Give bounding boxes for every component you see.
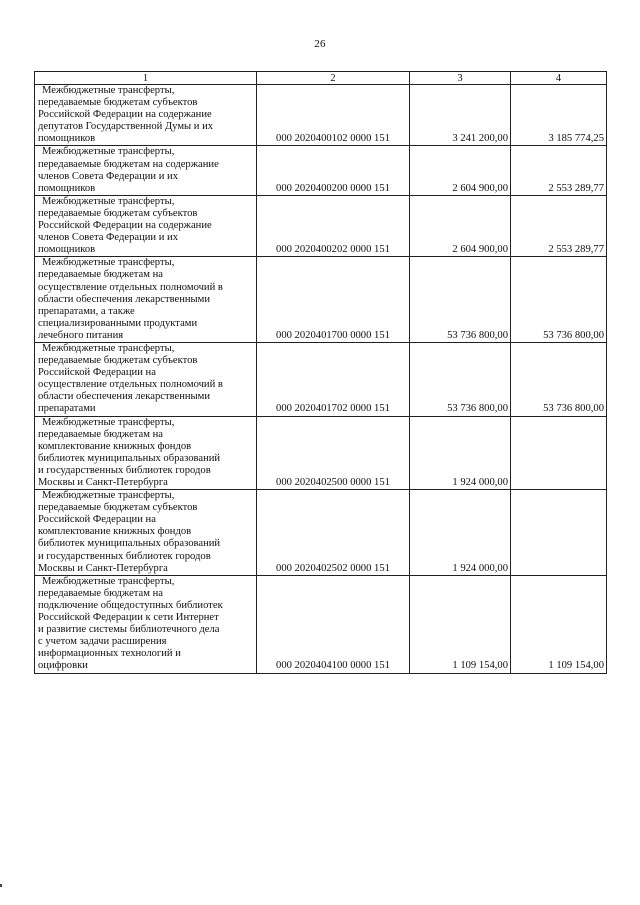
budget-code-cell: 000 2020400200 0000 151 [257,146,410,195]
transfer-name-line: комплектование книжных фондов [38,526,192,538]
transfer-name-line: области обеспечения лекарственными [38,293,211,305]
amount-plan-cell: 1 924 000,00 [410,490,511,576]
amount-plan-cell: 1 924 000,00 [410,416,511,490]
transfer-name-line: и государственных библиотек городов [38,464,211,476]
transfer-name-line: библиотек муниципальных образований [38,452,221,464]
transfer-name-cell [35,257,257,343]
amount-executed-cell: 1 109 154,00 [511,575,607,673]
scan-edge-mark [0,884,2,887]
transfer-name-line: и государственных библиотек городов [38,550,211,562]
column-header-4: 4 [511,72,607,85]
amount-executed-cell: 53 736 800,00 [511,257,607,343]
transfer-name-line: и развитие системы библиотечного дела [38,624,220,636]
transfer-name-line: осуществление отдельных полномочий в [38,379,223,391]
transfer-name-line: передаваемые бюджетам на содержание [38,158,219,170]
transfer-name-line: Межбюджетные трансферты, [42,85,175,96]
transfer-name-cell [35,575,257,673]
column-header-3: 3 [410,72,511,85]
budget-code-cell: 000 2020400102 0000 151 [257,85,410,146]
budget-code-cell: 000 2020400202 0000 151 [257,195,410,256]
transfer-name-line: Российской Федерации на [38,367,156,379]
table-row [35,146,607,195]
transfer-name-cell [35,85,257,146]
transfer-name-line: информационных технологий и [38,648,181,660]
amount-plan-cell: 53 736 800,00 [410,257,511,343]
transfer-name-line: подключение общедоступных библиотек [38,599,223,611]
table-row [35,575,607,673]
table-row [35,257,607,343]
transfer-name-cell [35,342,257,416]
transfer-name-line: Межбюджетные трансферты, [42,490,175,502]
transfer-name-cell [35,195,257,256]
page-number: 26 [314,38,326,50]
budget-code-cell: 000 2020402502 0000 151 [257,490,410,576]
amount-executed-cell: 2 553 289,77 [511,195,607,256]
budget-table [34,71,607,674]
transfer-name-line: помощников [38,133,96,145]
transfer-name-cell [35,146,257,195]
transfer-name-line: Межбюджетные трансферты, [42,342,175,354]
amount-executed-cell [511,416,607,490]
transfer-name-line: Российской Федерации на содержание [38,109,212,121]
transfer-name-line: передаваемые бюджетам на [38,587,163,599]
transfer-name-line: депутатов Государственной Думы и их [38,121,214,133]
transfer-name-line: Российской Федерации на [38,514,156,526]
transfer-name-line: Межбюджетные трансферты, [42,575,175,587]
transfer-name-line: Российской Федерации к сети Интернет [38,612,219,624]
transfer-name-cell [35,416,257,490]
transfer-name-line: комплектование книжных фондов [38,440,192,452]
budget-code-cell: 000 2020401700 0000 151 [257,257,410,343]
transfer-name-line: членов Совета Федерации и их [38,170,179,182]
table-row [35,416,607,490]
table-body [35,85,607,674]
transfer-name-line: Москвы и Санкт-Петербурга [38,477,168,488]
transfer-name-line: Межбюджетные трансферты, [42,257,175,269]
transfer-name-line: помощников [38,182,96,194]
transfer-name-line: осуществление отдельных полномочий в [38,281,223,293]
transfer-name-line: Межбюджетные трансферты, [42,146,175,158]
amount-plan-cell: 2 604 900,00 [410,195,511,256]
transfer-name-line: Межбюджетные трансферты, [42,416,175,428]
transfer-name-line: препаратами [38,403,96,415]
amount-executed-cell: 53 736 800,00 [511,342,607,416]
transfer-name-line: Межбюджетные трансферты, [42,195,175,207]
budget-code-cell: 000 2020404100 0000 151 [257,575,410,673]
transfer-name-cell [35,490,257,576]
transfer-name-line: передаваемые бюджетам на [38,269,163,281]
transfer-name-line: помощников [38,244,96,256]
transfer-name-line: оцифровки [38,660,88,672]
transfer-name-line: членов Совета Федерации и их [38,232,179,244]
transfer-name-line: препаратами, а также [38,305,135,317]
transfer-name-line: Москвы и Санкт-Петербурга [38,562,168,574]
transfer-name-line: передаваемые бюджетам на [38,428,163,440]
amount-executed-cell: 2 553 289,77 [511,146,607,195]
transfer-name-line: передаваемые бюджетам субъектов [38,355,198,367]
transfer-name-line: области обеспечения лекарственными [38,391,211,403]
amount-plan-cell: 53 736 800,00 [410,342,511,416]
table-row [35,195,607,256]
transfer-name-line: с учетом задачи расширения [38,636,167,648]
amount-plan-cell: 3 241 200,00 [410,85,511,146]
budget-code-cell: 000 2020401702 0000 151 [257,342,410,416]
transfer-name-line: Российской Федерации на содержание [38,220,212,232]
transfer-name-line: библиотек муниципальных образований [38,538,221,550]
column-header-2: 2 [257,72,410,85]
table-row [35,85,607,146]
amount-executed-cell: 3 185 774,25 [511,85,607,146]
transfer-name-line: специализированными продуктами [38,317,198,329]
transfer-name-line: передаваемые бюджетам субъектов [38,97,198,109]
column-header-1: 1 [35,72,257,85]
amount-plan-cell: 1 109 154,00 [410,575,511,673]
transfer-name-line: передаваемые бюджетам субъектов [38,502,198,514]
amount-executed-cell [511,490,607,576]
transfer-name-line: передаваемые бюджетам субъектов [38,207,198,219]
transfer-name-line: лечебного питания [38,329,124,341]
table-row [35,342,607,416]
budget-code-cell: 000 2020402500 0000 151 [257,416,410,490]
table-header [35,72,607,85]
header-row [35,72,607,85]
amount-plan-cell: 2 604 900,00 [410,146,511,195]
table-row [35,490,607,576]
